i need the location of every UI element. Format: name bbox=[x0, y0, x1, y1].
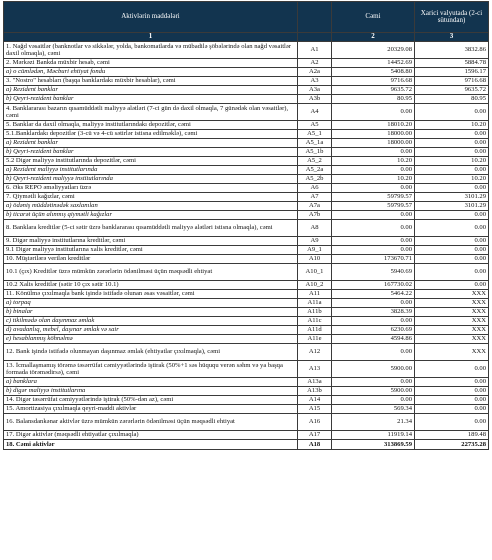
row-fx: 0.00 bbox=[415, 414, 489, 431]
row-total: 0.00 bbox=[332, 299, 415, 308]
header-num-item: 1 bbox=[4, 33, 298, 42]
row-code: A5_1a bbox=[298, 139, 332, 148]
row-total: 59799.57 bbox=[332, 193, 415, 202]
row-code: A16 bbox=[298, 414, 332, 431]
row-code: A6 bbox=[298, 184, 332, 193]
row-total: 10.20 bbox=[332, 175, 415, 184]
row-total: 18000.00 bbox=[332, 139, 415, 148]
row-code: A2a bbox=[298, 68, 332, 77]
table-row bbox=[4, 264, 489, 281]
row-label: 4. Banklararası bazarın qısamüddətli maliyyə alətləri (7-ci gün də daxil olmaqla, 7 günədək olan vəsaitlər), cəmi bbox=[4, 104, 298, 121]
row-total: 0.00 bbox=[332, 237, 415, 246]
row-fx: 9716.68 bbox=[415, 77, 489, 86]
row-code: A9_1 bbox=[298, 246, 332, 255]
row-fx: 10.20 bbox=[415, 157, 489, 166]
table-row bbox=[4, 299, 489, 308]
header-number-row bbox=[4, 33, 489, 42]
row-total: 0.00 bbox=[332, 246, 415, 255]
row-label: 9. Digər maliyyə institutlarına kreditlər, cəmi bbox=[4, 237, 298, 246]
table-row bbox=[4, 193, 489, 202]
table-row bbox=[4, 361, 489, 378]
row-code: A12 bbox=[298, 344, 332, 361]
row-fx: 0.00 bbox=[415, 237, 489, 246]
header-num-total: 2 bbox=[332, 33, 415, 42]
row-code: A5_2 bbox=[298, 157, 332, 166]
row-total: 9716.68 bbox=[332, 77, 415, 86]
row-code: A10_2 bbox=[298, 281, 332, 290]
row-total: 0.00 bbox=[332, 104, 415, 121]
row-code: A13a bbox=[298, 378, 332, 387]
row-code: A8 bbox=[298, 220, 332, 237]
row-fx: 0.00 bbox=[415, 148, 489, 157]
row-label: b) digər maliyyə institutlarına bbox=[4, 387, 298, 396]
row-total: 18010.20 bbox=[332, 121, 415, 130]
header-row bbox=[4, 2, 489, 33]
row-code: A15 bbox=[298, 405, 332, 414]
table-row bbox=[4, 308, 489, 317]
table-body bbox=[4, 42, 489, 450]
row-label: 12. Bank işində istifadə olunmayan daşınmaz əmlak (ehtiyatlar çıxılmaqla), cəmi bbox=[4, 344, 298, 361]
row-label: 6. Əks REPO əməliyyatları üzrə bbox=[4, 184, 298, 193]
table-row bbox=[4, 335, 489, 344]
row-label: 7. Qiymətli kağızlar, cəmi bbox=[4, 193, 298, 202]
row-code: A11a bbox=[298, 299, 332, 308]
row-code: A11c bbox=[298, 317, 332, 326]
table-row bbox=[4, 130, 489, 139]
row-total: 6230.69 bbox=[332, 326, 415, 335]
table-row bbox=[4, 86, 489, 95]
row-fx: 0.00 bbox=[415, 246, 489, 255]
row-fx: 0.00 bbox=[415, 220, 489, 237]
row-total: 4594.86 bbox=[332, 335, 415, 344]
table-row bbox=[4, 202, 489, 211]
row-total: 0.00 bbox=[332, 211, 415, 220]
row-fx: 0.00 bbox=[415, 104, 489, 121]
table-row bbox=[4, 59, 489, 68]
row-code: A3 bbox=[298, 77, 332, 86]
row-code: A9 bbox=[298, 237, 332, 246]
row-total: 0.00 bbox=[332, 317, 415, 326]
row-code: A5_2a bbox=[298, 166, 332, 175]
table-row bbox=[4, 77, 489, 86]
header-fx: Xarici valyutada (2-ci sütundan) bbox=[415, 2, 489, 33]
row-fx: 0.00 bbox=[415, 405, 489, 414]
table-row bbox=[4, 387, 489, 396]
header-num-fx: 3 bbox=[415, 33, 489, 42]
row-fx: 0.00 bbox=[415, 211, 489, 220]
row-fx: 0.00 bbox=[415, 396, 489, 405]
row-fx: XXX bbox=[415, 317, 489, 326]
row-label: a) o cümlədən, Məcburi ehtiyat fondu bbox=[4, 68, 298, 77]
table-row bbox=[4, 405, 489, 414]
row-fx: 0.00 bbox=[415, 130, 489, 139]
row-total: 5900.00 bbox=[332, 361, 415, 378]
row-label: 13. İcmallaşmamış törəmə təsərrüfat cəmiyyətlərində iştirak (50%+1 səs hüququ verən səhm və ya başqa formada törəmədirsə), cəmi bbox=[4, 361, 298, 378]
row-code: A7b bbox=[298, 211, 332, 220]
row-code: A10 bbox=[298, 255, 332, 264]
table-row bbox=[4, 414, 489, 431]
row-code: A10_1 bbox=[298, 264, 332, 281]
row-code: A11 bbox=[298, 290, 332, 299]
table-row bbox=[4, 255, 489, 264]
row-fx: 3101.29 bbox=[415, 193, 489, 202]
row-label: 8. Banklara kreditlər (5-ci sətir üzrə banklararası qısamüddətli maliyyə alətləri istisna olmaqla), cəmi bbox=[4, 220, 298, 237]
row-fx: 0.00 bbox=[415, 387, 489, 396]
table-row bbox=[4, 396, 489, 405]
row-label: a) torpaq bbox=[4, 299, 298, 308]
header-num-code bbox=[298, 33, 332, 42]
row-label: 9.1 Digər maliyyə institutlarına xalis kreditlər, cəmi bbox=[4, 246, 298, 255]
row-label: 5.1.Banklardakı depozitlər (3-cü və 4-cü sətirlər istisna edilməklə), cəmi bbox=[4, 130, 298, 139]
row-fx: 0.00 bbox=[415, 281, 489, 290]
table-row bbox=[4, 68, 489, 77]
row-code: A5 bbox=[298, 121, 332, 130]
row-code: A4 bbox=[298, 104, 332, 121]
row-code: A1 bbox=[298, 42, 332, 59]
row-fx: 80.95 bbox=[415, 95, 489, 104]
row-label: e) hesablanmış köhnəlmə bbox=[4, 335, 298, 344]
row-total: 59799.57 bbox=[332, 202, 415, 211]
row-total: 14452.69 bbox=[332, 59, 415, 68]
row-label: 11. Könülmə çıxılmaqla bank işində istifadə olunan əsas vəsaitlər, cəmi bbox=[4, 290, 298, 299]
row-code: A5_2b bbox=[298, 175, 332, 184]
row-code: A5_1 bbox=[298, 130, 332, 139]
row-label: d) avadanlıq, mebel, daşınar əmlak və sair bbox=[4, 326, 298, 335]
table-row bbox=[4, 246, 489, 255]
row-total: 167730.02 bbox=[332, 281, 415, 290]
row-fx: 3101.29 bbox=[415, 202, 489, 211]
row-code: A13 bbox=[298, 361, 332, 378]
table-row bbox=[4, 104, 489, 121]
row-total: 5408.80 bbox=[332, 68, 415, 77]
row-fx: XXX bbox=[415, 326, 489, 335]
row-code: A7a bbox=[298, 202, 332, 211]
row-fx: 0.00 bbox=[415, 184, 489, 193]
row-label: 18. Cəmi aktivlər bbox=[4, 440, 298, 450]
row-fx: XXX bbox=[415, 290, 489, 299]
row-fx: 9635.72 bbox=[415, 86, 489, 95]
row-code: A5_1b bbox=[298, 148, 332, 157]
row-code: A2 bbox=[298, 59, 332, 68]
row-label: a) Rezident maliyyə institutlarında bbox=[4, 166, 298, 175]
table-row bbox=[4, 290, 489, 299]
table-row bbox=[4, 121, 489, 130]
row-label: b) Qeyri-rezident banklar bbox=[4, 148, 298, 157]
row-total: 11919.14 bbox=[332, 431, 415, 440]
row-fx: 1596.17 bbox=[415, 68, 489, 77]
row-fx: XXX bbox=[415, 308, 489, 317]
table-row bbox=[4, 139, 489, 148]
table-row bbox=[4, 317, 489, 326]
row-total: 5464.22 bbox=[332, 290, 415, 299]
row-code: A17 bbox=[298, 431, 332, 440]
table-row bbox=[4, 237, 489, 246]
row-fx: 0.00 bbox=[415, 166, 489, 175]
row-label: c) tikilmədə olan daşınmaz əmlak bbox=[4, 317, 298, 326]
row-total: 0.00 bbox=[332, 344, 415, 361]
row-total: 0.00 bbox=[332, 184, 415, 193]
row-total: 80.95 bbox=[332, 95, 415, 104]
table-row bbox=[4, 184, 489, 193]
row-code: A11e bbox=[298, 335, 332, 344]
row-total: 5940.69 bbox=[332, 264, 415, 281]
table-row bbox=[4, 211, 489, 220]
row-label: b) binalar bbox=[4, 308, 298, 317]
row-code: A14 bbox=[298, 396, 332, 405]
row-total: 173670.71 bbox=[332, 255, 415, 264]
header-total: Cəmi bbox=[332, 2, 415, 33]
row-code: A13b bbox=[298, 387, 332, 396]
row-fx: XXX bbox=[415, 299, 489, 308]
table-row bbox=[4, 281, 489, 290]
header-code bbox=[298, 2, 332, 33]
row-total: 9635.72 bbox=[332, 86, 415, 95]
row-total: 569.34 bbox=[332, 405, 415, 414]
row-total: 0.00 bbox=[332, 220, 415, 237]
table-row bbox=[4, 440, 489, 450]
row-fx: 0.00 bbox=[415, 139, 489, 148]
row-label: a) banklara bbox=[4, 378, 298, 387]
row-label: 10.2 Xalis kreditlər (sətir 10 çıx sətir 10.1) bbox=[4, 281, 298, 290]
table-row bbox=[4, 431, 489, 440]
row-fx: 0.00 bbox=[415, 255, 489, 264]
row-total: 0.00 bbox=[332, 166, 415, 175]
row-label: b) ticarət üçün alınmış qiymətli kağızlar bbox=[4, 211, 298, 220]
row-fx: XXX bbox=[415, 344, 489, 361]
row-label: a) ödəniş müddətinədək saxlanılan bbox=[4, 202, 298, 211]
row-total: 0.00 bbox=[332, 148, 415, 157]
row-fx: 189.48 bbox=[415, 431, 489, 440]
row-fx: 5884.78 bbox=[415, 59, 489, 68]
row-fx: 0.00 bbox=[415, 264, 489, 281]
row-fx: 0.00 bbox=[415, 378, 489, 387]
row-code: A11b bbox=[298, 308, 332, 317]
row-total: 10.20 bbox=[332, 157, 415, 166]
row-fx: 3832.86 bbox=[415, 42, 489, 59]
table-row bbox=[4, 344, 489, 361]
row-total: 20329.08 bbox=[332, 42, 415, 59]
row-total: 5900.00 bbox=[332, 387, 415, 396]
row-label: 5.2 Digər maliyyə institutlarında depozitlər, cəmi bbox=[4, 157, 298, 166]
table-row bbox=[4, 148, 489, 157]
row-fx: 22735.28 bbox=[415, 440, 489, 450]
row-code: A18 bbox=[298, 440, 332, 450]
row-label: 15. Amortizasiya çıxılmaqla qeyri-maddi aktivlər bbox=[4, 405, 298, 414]
row-label: 14. Digər təsərrüfat cəmiyyətlərində iştirak (50%-dən az), cəmi bbox=[4, 396, 298, 405]
row-label: 1. Nağd vəsaitlər (banknotlar və sikkələr, yolda, bankomatlarda və mübadilə şöbələrində olan nağd vəsaitlər daxil olmaqla), cəmi bbox=[4, 42, 298, 59]
table-row bbox=[4, 378, 489, 387]
row-label: 10. Müştərilərə verilən kreditlər bbox=[4, 255, 298, 264]
table-row bbox=[4, 175, 489, 184]
row-fx: XXX bbox=[415, 335, 489, 344]
row-total: 3828.39 bbox=[332, 308, 415, 317]
row-label: b) Qeyri-rezident banklar bbox=[4, 95, 298, 104]
table-row bbox=[4, 220, 489, 237]
row-code: A3a bbox=[298, 86, 332, 95]
row-label: 17. Digər aktivlər (məqsədli ehtiyatlar çıxılmaqla) bbox=[4, 431, 298, 440]
row-label: a) Rezident banklar bbox=[4, 139, 298, 148]
row-fx: 0.00 bbox=[415, 361, 489, 378]
table-row bbox=[4, 166, 489, 175]
row-label: 16. Balansdankənar aktivlər üzrə mümkün zərərlərin ödənilməsi üçün məqsədli ehtiyat bbox=[4, 414, 298, 431]
row-total: 21.34 bbox=[332, 414, 415, 431]
row-total: 0.00 bbox=[332, 396, 415, 405]
row-total: 18000.00 bbox=[332, 130, 415, 139]
row-label: b) Qeyri-rezident maliyyə institutlarında bbox=[4, 175, 298, 184]
assets-table bbox=[3, 1, 489, 450]
row-code: A3b bbox=[298, 95, 332, 104]
row-fx: 10.20 bbox=[415, 175, 489, 184]
table-row bbox=[4, 95, 489, 104]
table-row bbox=[4, 326, 489, 335]
header-item: Aktivlərin maddələri bbox=[4, 2, 298, 33]
row-label: 5. Banklar da daxil olmaqla, maliyyə institutlarındakı depozitlər, cəmi bbox=[4, 121, 298, 130]
row-total: 313869.59 bbox=[332, 440, 415, 450]
row-label: 3. "Nostro" hesabları (başqa banklardakı müxbir hesablar), cəmi bbox=[4, 77, 298, 86]
row-label: 2. Mərkəzi Bankda müxbir hesab, cəmi bbox=[4, 59, 298, 68]
row-code: A11d bbox=[298, 326, 332, 335]
row-label: a) Rezident banklar bbox=[4, 86, 298, 95]
table-row bbox=[4, 42, 489, 59]
row-label: 10.1 (çıx) Kreditlər üzrə mümkün zərərlərin ödənilməsi üçün məqsədli ehtiyat bbox=[4, 264, 298, 281]
row-code: A7 bbox=[298, 193, 332, 202]
row-fx: 10.20 bbox=[415, 121, 489, 130]
table-row bbox=[4, 157, 489, 166]
row-total: 0.00 bbox=[332, 378, 415, 387]
